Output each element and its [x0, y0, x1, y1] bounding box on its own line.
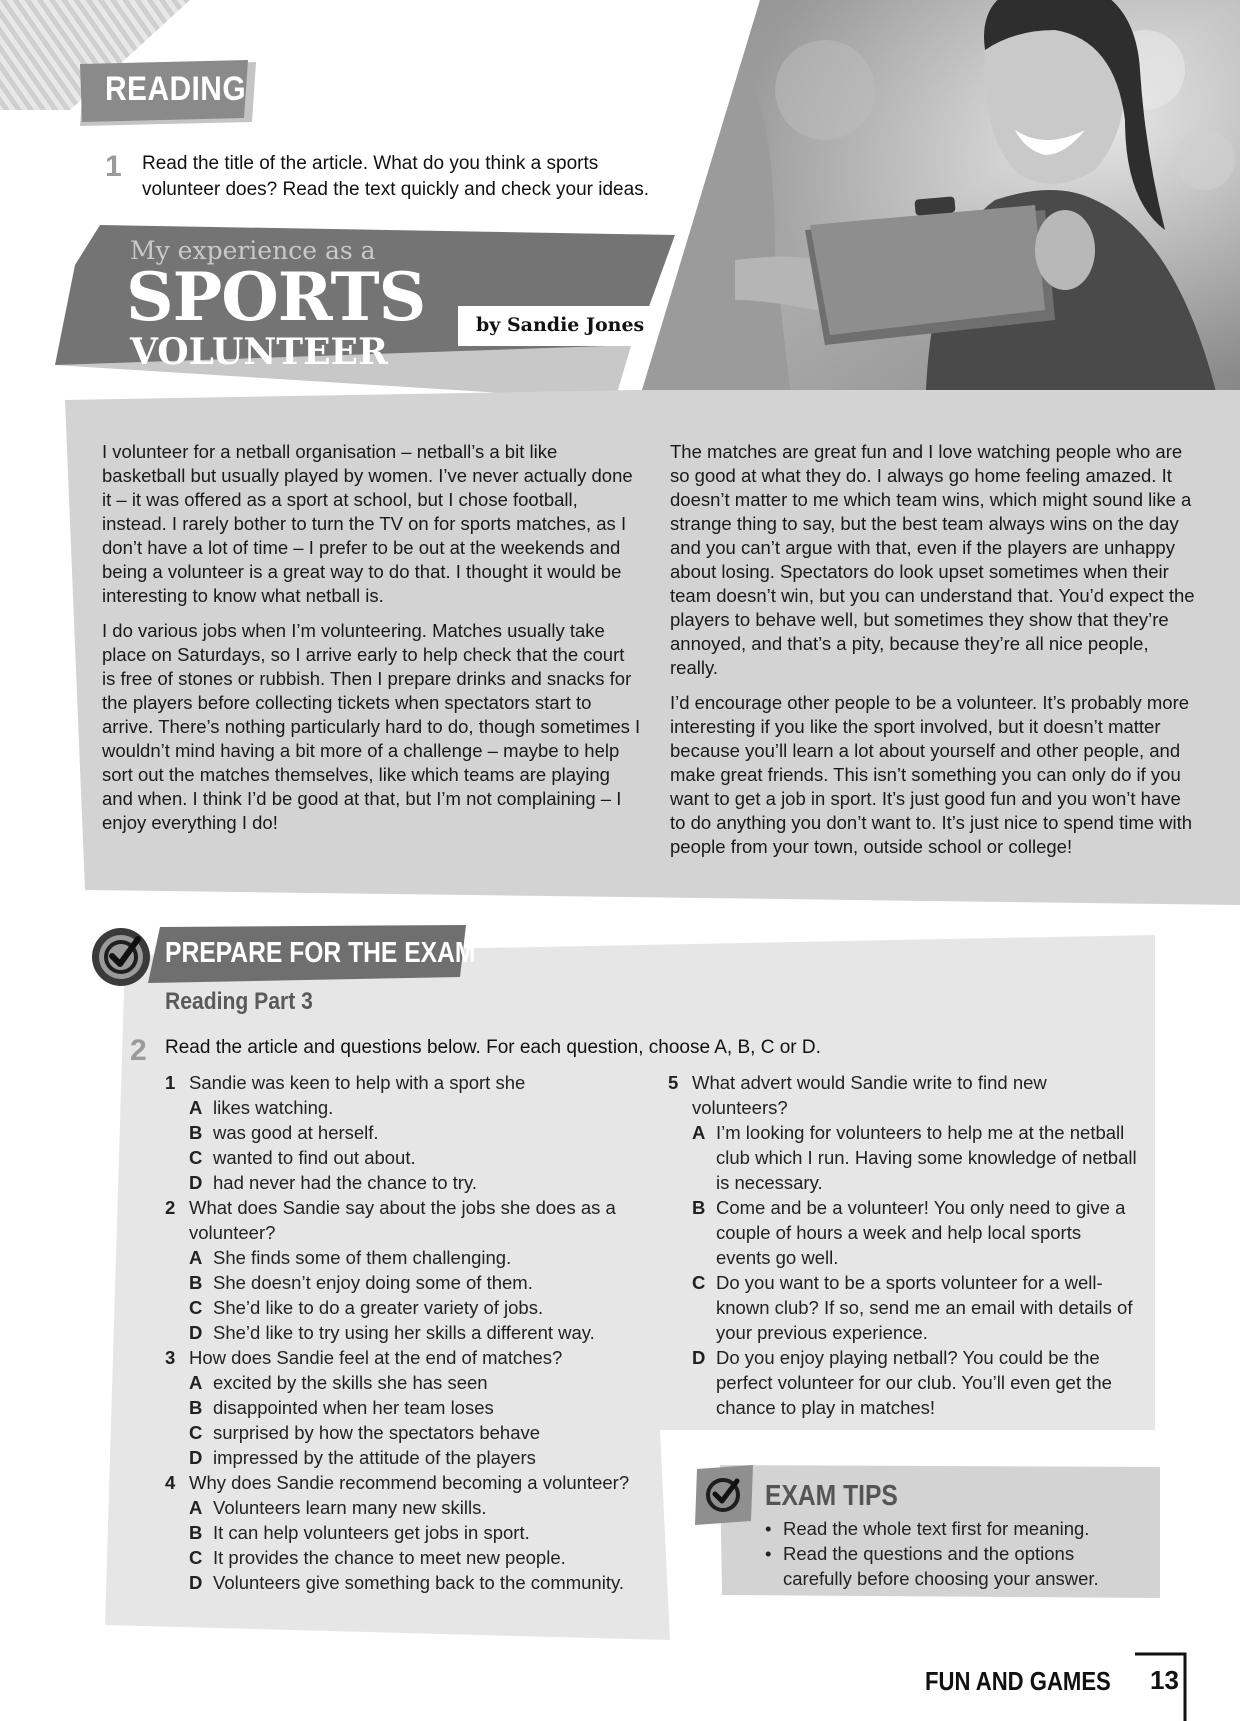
- option-letter: B: [189, 1522, 203, 1543]
- instruction-line: volunteer does? Read the text quickly and check your ideas.: [142, 179, 649, 200]
- exam-tips-list: [763, 1516, 1143, 1591]
- option-text: wanted to find out about.: [213, 1147, 416, 1168]
- answer-option: [189, 1420, 635, 1445]
- question-text: What advert would Sandie write to find new volunteers?: [692, 1072, 1047, 1118]
- article-title-sub: VOLUNTEER: [130, 331, 388, 373]
- option-letter: A: [189, 1372, 203, 1393]
- exam-part: Reading Part 3: [165, 988, 313, 1015]
- answer-option: [692, 1195, 1138, 1270]
- question-number: 3: [165, 1347, 176, 1368]
- option-letter: B: [692, 1197, 706, 1218]
- question-list-left: [165, 1070, 635, 1595]
- option-text: She’d like to do a greater variety of jobs.: [213, 1297, 544, 1318]
- checkmark-icon: [695, 1465, 755, 1527]
- question-text: Sandie was keen to help with a sport she: [189, 1072, 526, 1093]
- question: [668, 1070, 1138, 1420]
- option-letter: C: [189, 1422, 203, 1443]
- question-number: 4: [165, 1472, 176, 1493]
- option-text: She doesn’t enjoy doing some of them.: [213, 1272, 533, 1293]
- option-text: Do you enjoy playing netball? You could be the perfect volunteer for our club. You’ll even get the chance to play in matches!: [716, 1347, 1112, 1418]
- option-text: Volunteers learn many new skills.: [213, 1497, 487, 1518]
- option-text: It provides the chance to meet new people.: [213, 1547, 566, 1568]
- article-photo: [625, 0, 1240, 430]
- answer-option: [189, 1320, 635, 1345]
- question-text: How does Sandie feel at the end of matches?: [189, 1347, 563, 1368]
- exam-tip: • Read the whole text first for meaning.: [763, 1516, 1143, 1541]
- page-number: 13: [1150, 1665, 1179, 1695]
- option-letter: C: [189, 1147, 203, 1168]
- question: [165, 1345, 635, 1470]
- answer-option: [189, 1145, 635, 1170]
- question: [165, 1470, 635, 1595]
- answer-option: [189, 1570, 635, 1595]
- footer-section-title: FUN AND GAMES: [925, 1666, 1111, 1696]
- question: [165, 1195, 635, 1345]
- answer-option: [189, 1545, 635, 1570]
- option-text: had never had the chance to try.: [213, 1172, 477, 1193]
- option-text: I’m looking for volunteers to help me at the netball club which I run. Having some knowledge of netball is necessary.: [716, 1122, 1137, 1193]
- exercise-instruction: [142, 151, 702, 203]
- option-letter: B: [189, 1122, 203, 1143]
- exam-title: PREPARE FOR THE EXAM: [165, 937, 476, 969]
- instruction-line: Read the title of the article. What do you think a sports: [142, 153, 599, 174]
- answer-option: [692, 1270, 1138, 1345]
- option-letter: C: [189, 1297, 203, 1318]
- article-title-small: My experience as a: [130, 236, 376, 265]
- answer-option: [692, 1120, 1138, 1195]
- article-paragraph: I’d encourage other people to be a volunteer. It’s probably more interesting if you like the sport involved, but it doesn’t matter because you’ll learn a lot about yourself and other people, and make great friends. This isn’t something you can only do if you want to get a job in sport. It’s just good fun and you won’t have to do anything you don’t want to. It’s just nice to spend time with people from your town, outside school or college!: [670, 692, 1193, 857]
- option-text: excited by the skills she has seen: [213, 1372, 488, 1393]
- article-paragraph: The matches are great fun and I love watching people who are so good at what they do. I always go home feeling amazed. It doesn’t matter to me which team wins, which might sound like a strange thing to say, but the best team always wins on the day and you can’t argue with that, even if the players are unhappy about losing. Spectators do look upset sometimes when their team doesn’t win, but you can understand that. You’d expect the players to behave well, but sometimes they show that they’re annoyed, and that’s a pity, because they’re all nice people, really.: [670, 441, 1195, 678]
- exam-tip: • Read the questions and the options carefully before choosing your answer.: [763, 1541, 1143, 1591]
- article-title-main: SPORTS: [126, 258, 426, 336]
- question-number: 1: [165, 1072, 176, 1093]
- answer-option: [189, 1445, 635, 1470]
- option-text: Volunteers give something back to the community.: [213, 1572, 624, 1593]
- option-letter: B: [189, 1272, 203, 1293]
- option-letter: A: [692, 1122, 706, 1143]
- option-letter: D: [692, 1347, 706, 1368]
- option-text: She finds some of them challenging.: [213, 1247, 512, 1268]
- answer-option: [189, 1170, 635, 1195]
- exam-instruction: Read the article and questions below. For each question, choose A, B, C or D.: [165, 1037, 821, 1058]
- exercise-number: 1: [105, 150, 122, 183]
- question-text: Why does Sandie recommend becoming a volunteer?: [189, 1472, 630, 1493]
- exercise-number: 2: [130, 1034, 147, 1067]
- option-text: Do you want to be a sports volunteer for a well-known club? If so, send me an email with details of your previous experience.: [716, 1272, 1133, 1343]
- option-text: Come and be a volunteer! You only need to give a couple of hours a week and help local sports events go well.: [716, 1197, 1126, 1268]
- option-text: She’d like to try using her skills a different way.: [213, 1322, 595, 1343]
- answer-option: [189, 1120, 635, 1145]
- option-text: impressed by the attitude of the players: [213, 1447, 536, 1468]
- option-letter: C: [692, 1272, 706, 1293]
- article-column-left: [102, 440, 642, 846]
- answer-option: [189, 1270, 635, 1295]
- option-letter: A: [189, 1247, 203, 1268]
- question: [165, 1070, 635, 1195]
- option-letter: D: [189, 1172, 203, 1193]
- option-letter: B: [189, 1397, 203, 1418]
- article-column-right: [670, 440, 1200, 870]
- option-letter: D: [189, 1322, 203, 1343]
- option-letter: A: [189, 1097, 203, 1118]
- article-paragraph: I do various jobs when I’m volunteering. Matches usually take place on Saturdays, so I arrive early to help check that the court is free of stones or rubbish. Then I prepare drinks and snacks for the players before collecting tickets when spectators start to arrive. There’s nothing particularly hard to do, though sometimes I wouldn’t mind having a bit more of a challenge – maybe to help sort out the matches themselves, like which teams are playing and when. I think I’d be good at that, but I’m not complaining – I enjoy everything I do!: [102, 620, 641, 833]
- option-letter: A: [189, 1497, 203, 1518]
- answer-option: [189, 1295, 635, 1320]
- answer-option: [189, 1520, 635, 1545]
- answer-option: [189, 1245, 635, 1270]
- answer-option: [189, 1495, 635, 1520]
- option-text: likes watching.: [213, 1097, 334, 1118]
- option-text: disappointed when her team loses: [213, 1397, 494, 1418]
- option-letter: D: [189, 1572, 203, 1593]
- option-text: It can help volunteers get jobs in sport.: [213, 1522, 530, 1543]
- answer-option: [692, 1345, 1138, 1420]
- option-text: surprised by how the spectators behave: [213, 1422, 541, 1443]
- exam-tips-title: EXAM TIPS: [765, 1480, 898, 1512]
- article-paragraph: I volunteer for a netball organisation – netball’s a bit like basketball but usually played by women. I’ve never actually done it – it was offered as a sport at school, but I chose football, instead. I rarely bother to turn the TV on for sports matches, as I don’t have a lot of time – I prefer to be out at the weekends and being a volunteer is a great way to do that. I thought it would be interesting to know what netball is.: [102, 441, 633, 606]
- answer-option: [189, 1370, 635, 1395]
- section-label: READING: [105, 70, 247, 108]
- answer-option: [189, 1095, 635, 1120]
- option-letter: C: [189, 1547, 203, 1568]
- question-number: 5: [668, 1072, 679, 1093]
- answer-option: [189, 1395, 635, 1420]
- option-letter: D: [189, 1447, 203, 1468]
- question-text: What does Sandie say about the jobs she does as a volunteer?: [189, 1197, 616, 1243]
- question-number: 2: [165, 1197, 176, 1218]
- article-byline: by Sandie Jones: [476, 314, 645, 336]
- option-text: was good at herself.: [213, 1122, 379, 1143]
- question-list-right: [668, 1070, 1138, 1420]
